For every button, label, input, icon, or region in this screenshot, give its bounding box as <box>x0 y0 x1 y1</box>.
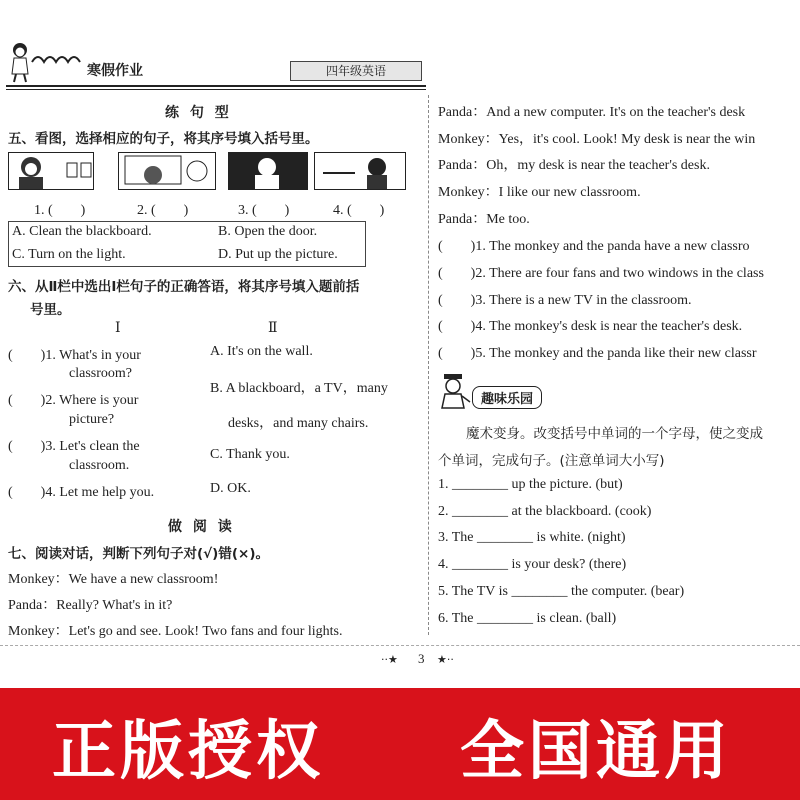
q6-answer: B. A blackboard，a TV，many <box>210 381 388 396</box>
q6-answer-cont: desks，and many chairs. <box>228 416 369 431</box>
book-title: 寒假作业 <box>87 63 143 79</box>
picture-1 <box>8 152 94 190</box>
q5-instruction: 五、看图，选择相应的句子，将其序号填入括号里。 <box>8 131 319 147</box>
q6-item-cont: classroom. <box>69 458 130 473</box>
page-number: 3 <box>418 651 425 666</box>
dialogue-line: Monkey：I like our new classroom. <box>438 185 641 200</box>
q6-answer: A. It's on the wall. <box>210 344 313 359</box>
judgement-item[interactable]: ( )4. The monkey's desk is near the teacher's desk. <box>438 319 743 334</box>
banner-right-text: 全国通用 <box>460 715 732 789</box>
dialogue-line: Panda：Oh，my desk is near the teacher's desk. <box>438 158 710 173</box>
q6-item[interactable]: ( )2. Where is your <box>8 393 139 408</box>
q5-blank-3[interactable]: 3. ( ) <box>238 203 290 218</box>
q5-blank-1[interactable]: 1. ( ) <box>34 203 86 218</box>
fill-item[interactable]: 2. ________ at the blackboard. (cook) <box>438 504 652 519</box>
fun-section-title: 趣味乐园 <box>472 386 542 409</box>
q6-item[interactable]: ( )1. What's in your <box>8 348 141 363</box>
magic-instruction-cont: 个单词，完成句子。(注意单词大小写) <box>438 453 665 469</box>
dialogue-line: Monkey：Let's go and see. Look! Two fans and four lights. <box>8 624 343 639</box>
dialogue-line: Monkey：We have a new classroom! <box>8 572 219 587</box>
practice-section-title: 练 句 型 <box>165 105 232 121</box>
header-rule <box>6 85 426 87</box>
picture-4 <box>314 152 406 190</box>
dialogue-line: Panda：And a new computer. It's on the teacher's desk <box>438 105 746 120</box>
judgement-item[interactable]: ( )5. The monkey and the panda like their new classr <box>438 346 757 361</box>
fun-mascot-icon <box>438 372 472 410</box>
q6-col2-header: Ⅱ <box>268 321 278 336</box>
judgement-item[interactable]: ( )2. There are four fans and two windows in the class <box>438 266 764 281</box>
promo-banner <box>0 688 800 800</box>
magic-instruction: 魔术变身。改变括号中单词的一个字母，使之变成 <box>466 426 763 442</box>
mascot-logo <box>6 40 86 84</box>
q6-instruction: 六、从Ⅱ栏中选出Ⅰ栏句子的正确答语，将其序号填入题前括 <box>8 279 360 295</box>
q5-option-b: B. Open the door. <box>218 224 318 239</box>
column-divider <box>428 95 429 635</box>
dialogue-line: Monkey：Yes，it's cool. Look! My desk is near the win <box>438 132 756 147</box>
q6-col1-header: Ⅰ <box>115 321 121 336</box>
reading-section-title: 做 阅 读 <box>168 519 235 535</box>
fill-item[interactable]: 4. ________ is your desk? (there) <box>438 557 627 572</box>
subject-label: 四年级英语 <box>290 61 422 81</box>
q6-instruction-cont: 号里。 <box>30 302 71 318</box>
fill-item[interactable]: 1. ________ up the picture. (but) <box>438 477 623 492</box>
header-rule-thin <box>6 89 426 90</box>
footer-deco-left: ··★ <box>381 653 398 666</box>
q7-instruction: 七、阅读对话，判断下列句子对(√)错(×)。 <box>8 546 269 562</box>
q5-option-a: A. Clean the blackboard. <box>12 224 152 239</box>
q6-item[interactable]: ( )3. Let's clean the <box>8 439 140 454</box>
q5-option-d: D. Put up the picture. <box>218 247 338 262</box>
picture-3 <box>228 152 308 190</box>
fill-item[interactable]: 5. The TV is ________ the computer. (bear) <box>438 584 685 599</box>
picture-2 <box>118 152 216 190</box>
footer-deco-right: ★·· <box>437 653 454 666</box>
dialogue-line: Panda：Me too. <box>438 212 530 227</box>
banner-left-text: 正版授权 <box>52 715 324 789</box>
q6-item-cont: picture? <box>69 412 115 427</box>
dialogue-line: Panda：Really? What's in it? <box>8 598 173 613</box>
fill-item[interactable]: 3. The ________ is white. (night) <box>438 530 626 545</box>
q5-blank-4[interactable]: 4. ( ) <box>333 203 385 218</box>
judgement-item[interactable]: ( )1. The monkey and the panda have a new classro <box>438 239 750 254</box>
q5-blank-2[interactable]: 2. ( ) <box>137 203 189 218</box>
q6-answer: D. OK. <box>210 481 251 496</box>
fill-item[interactable]: 6. The ________ is clean. (ball) <box>438 611 617 626</box>
judgement-item[interactable]: ( )3. There is a new TV in the classroom. <box>438 293 692 308</box>
q5-option-c: C. Turn on the light. <box>12 247 126 262</box>
footer-rule <box>0 645 800 646</box>
q6-item-cont: classroom? <box>69 366 132 381</box>
q6-item[interactable]: ( )4. Let me help you. <box>8 485 155 500</box>
q6-answer: C. Thank you. <box>210 447 290 462</box>
